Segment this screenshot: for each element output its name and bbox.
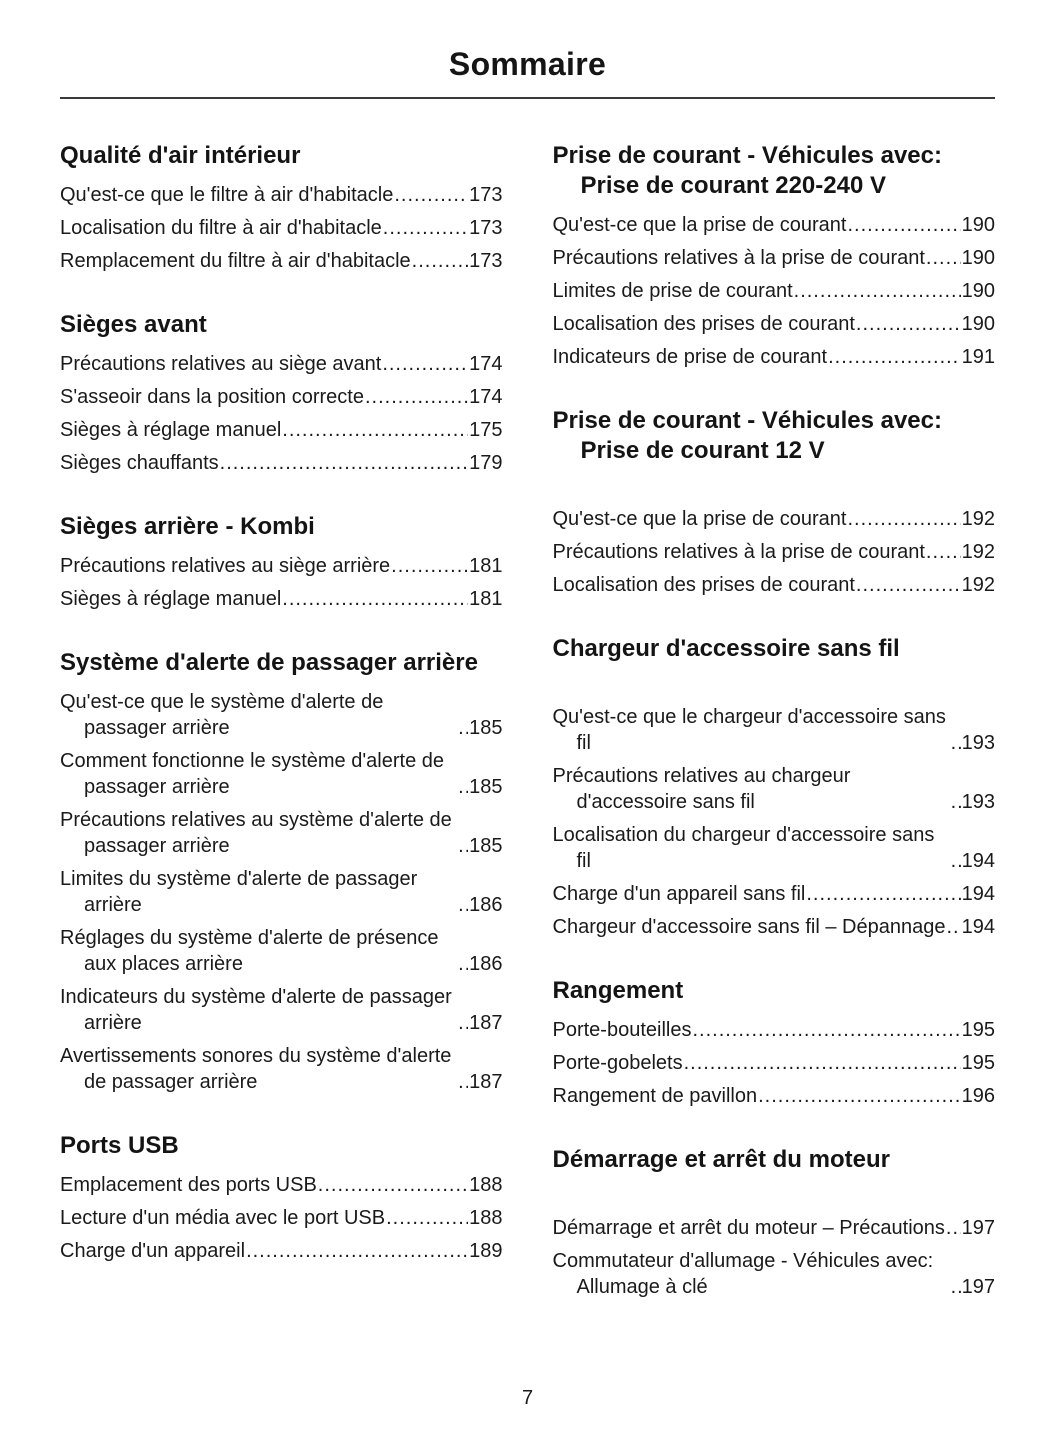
dot-leader	[382, 351, 468, 377]
entry-page-number: 195	[961, 1052, 995, 1074]
toc-entry[interactable]	[553, 763, 996, 815]
toc-entry[interactable]	[60, 417, 503, 443]
entry-page-number: 197	[961, 1217, 995, 1239]
dot-leader	[383, 215, 468, 241]
entry-title: Indicateurs de prise de courant	[552, 346, 828, 368]
dot-leader	[951, 789, 961, 815]
toc-entry[interactable]	[60, 248, 503, 274]
toc-entry[interactable]	[553, 311, 996, 337]
entry-page-number: 187	[469, 1012, 503, 1034]
entry-page-number: 194	[961, 916, 995, 938]
dot-leader	[847, 212, 960, 238]
toc-entry[interactable]	[60, 1205, 503, 1231]
section-entries	[60, 553, 503, 612]
toc-entry[interactable]	[553, 1050, 996, 1076]
dot-leader	[282, 586, 468, 612]
entry-page-number: 173	[469, 217, 503, 239]
entry-title: Charge d'un appareil sans fil	[552, 883, 806, 905]
toc-section	[60, 648, 503, 1095]
toc-entry[interactable]	[60, 215, 503, 241]
toc-entry[interactable]	[553, 822, 996, 874]
entry-title: Charge d'un appareil	[60, 1240, 246, 1262]
section-entries	[60, 351, 503, 476]
toc-section	[60, 141, 503, 274]
entry-title: Qu'est-ce que le système d'alerte de passager arrière	[60, 691, 384, 739]
dot-leader	[806, 881, 960, 907]
entry-title: Qu'est-ce que la prise de courant	[552, 508, 847, 530]
toc-entry[interactable]	[553, 1017, 996, 1043]
entry-title: Chargeur d'accessoire sans fil – Dépannage	[552, 916, 946, 938]
section-entries	[553, 1017, 996, 1109]
dot-leader	[692, 1017, 960, 1043]
entry-page-number: 185	[469, 835, 503, 857]
toc-section	[553, 1145, 996, 1300]
dot-leader	[951, 1274, 961, 1300]
section-heading: Système d'alerte de passager arrière	[60, 649, 478, 676]
section-entries	[60, 1172, 503, 1264]
dot-leader	[951, 730, 961, 756]
toc-entry[interactable]	[553, 572, 996, 598]
entry-title: Porte-gobelets	[552, 1052, 683, 1074]
dot-leader	[458, 833, 468, 859]
dot-leader	[458, 715, 468, 741]
dot-leader	[856, 572, 961, 598]
section-heading: Prise de courant - Véhicules avec: Prise de courant 220-240 V	[552, 142, 942, 199]
dot-leader	[926, 245, 961, 271]
toc-entry[interactable]	[60, 182, 503, 208]
entry-title: Indicateurs du système d'alerte de passager arrière	[60, 986, 452, 1034]
entry-page-number: 192	[961, 574, 995, 596]
entry-title: Lecture d'un média avec le port USB	[60, 1207, 386, 1229]
dot-leader	[946, 1215, 961, 1241]
dot-leader	[246, 1238, 468, 1264]
toc-columns	[60, 141, 995, 1336]
dot-leader	[684, 1050, 961, 1076]
entry-title: Remplacement du filtre à air d'habitacle	[60, 250, 411, 272]
dot-leader	[794, 278, 961, 304]
toc-section	[553, 406, 996, 598]
section-heading: Rangement	[552, 977, 684, 1004]
section-heading: Prise de courant - Véhicules avec: Prise de courant 12 V	[552, 407, 942, 464]
dot-leader	[458, 1010, 468, 1036]
toc-entry[interactable]	[60, 1238, 503, 1264]
entry-title: Qu'est-ce que le chargeur d'accessoire sans fil	[552, 706, 946, 754]
entry-page-number: 187	[469, 1071, 503, 1093]
toc-entry[interactable]	[553, 245, 996, 271]
toc-entry[interactable]	[553, 344, 996, 370]
entry-title: Qu'est-ce que la prise de courant	[552, 214, 847, 236]
entry-title: Sièges à réglage manuel	[60, 588, 282, 610]
toc-entry[interactable]	[60, 748, 503, 800]
entry-title: Précautions relatives au système d'alerte de passager arrière	[60, 809, 452, 857]
toc-entry[interactable]	[60, 689, 503, 741]
entry-page-number: 186	[469, 953, 503, 975]
page-number: 7	[521, 1387, 534, 1409]
entry-page-number: 193	[961, 791, 995, 813]
entry-title: Précautions relatives au siège arrière	[60, 555, 391, 577]
entry-title: Avertissements sonores du système d'alerte de passager arrière	[60, 1045, 452, 1093]
toc-entry[interactable]	[553, 278, 996, 304]
entry-page-number: 189	[469, 1240, 503, 1262]
entry-title: Localisation des prises de courant	[552, 574, 855, 596]
section-entries	[553, 212, 996, 370]
entry-title: Précautions relatives au siège avant	[60, 353, 382, 375]
dot-leader	[828, 344, 961, 370]
entry-title: Qu'est-ce que le filtre à air d'habitacle	[60, 184, 394, 206]
entry-page-number: 174	[469, 353, 503, 375]
entry-page-number: 186	[469, 894, 503, 916]
entry-title: Sièges à réglage manuel	[60, 419, 282, 441]
dot-leader	[946, 914, 960, 940]
entry-title: Limites de prise de courant	[552, 280, 793, 302]
dot-leader	[365, 384, 468, 410]
entry-page-number: 192	[961, 508, 995, 530]
entry-page-number: 173	[469, 184, 503, 206]
page-title: Sommaire	[448, 46, 607, 82]
entry-page-number: 191	[961, 346, 995, 368]
dot-leader	[458, 892, 468, 918]
entry-title: Comment fonctionne le système d'alerte de passager arrière	[60, 750, 445, 798]
entry-page-number: 185	[469, 717, 503, 739]
section-entries	[553, 1215, 996, 1300]
toc-entry[interactable]	[60, 586, 503, 612]
dot-leader	[412, 248, 468, 274]
toc-section	[553, 976, 996, 1109]
entry-title: Localisation des prises de courant	[552, 313, 855, 335]
toc-entry[interactable]	[553, 212, 996, 238]
entry-page-number: 197	[961, 1276, 995, 1298]
entry-title: Précautions relatives au chargeur d'accessoire sans fil	[552, 765, 851, 813]
dot-leader	[458, 951, 468, 977]
entry-page-number: 192	[961, 541, 995, 563]
toc-entry[interactable]	[60, 807, 503, 859]
toc-entry[interactable]	[553, 539, 996, 565]
entry-page-number: 188	[469, 1207, 503, 1229]
entry-title: Localisation du chargeur d'accessoire sans fil	[552, 824, 935, 872]
section-heading: Chargeur d'accessoire sans fil	[552, 635, 900, 662]
entry-title: Commutateur d'allumage - Véhicules avec: Allumage à clé	[552, 1250, 934, 1298]
toc-entry[interactable]	[553, 1248, 996, 1300]
toc-section	[553, 141, 996, 370]
entry-title: Rangement de pavillon	[552, 1085, 758, 1107]
toc-entry[interactable]	[60, 1043, 503, 1095]
header-divider	[60, 97, 995, 99]
entry-title: Emplacement des ports USB	[60, 1174, 317, 1196]
page-footer	[0, 1387, 1055, 1410]
toc-section	[60, 310, 503, 476]
entry-page-number: 185	[469, 776, 503, 798]
entry-page-number: 194	[961, 850, 995, 872]
entry-page-number: 190	[961, 280, 995, 302]
toc-entry[interactable]	[553, 1083, 996, 1109]
dot-leader	[220, 450, 468, 476]
dot-leader	[394, 182, 468, 208]
entry-title: Limites du système d'alerte de passager arrière	[60, 868, 418, 916]
toc-entry[interactable]	[60, 925, 503, 977]
entry-page-number: 188	[469, 1174, 503, 1196]
dot-leader	[856, 311, 961, 337]
section-entries	[60, 182, 503, 274]
section-heading: Sièges avant	[60, 311, 207, 338]
toc-column-right	[553, 141, 996, 1336]
dot-leader	[758, 1083, 961, 1109]
entry-title: Précautions relatives à la prise de courant	[552, 541, 925, 563]
entry-page-number: 195	[961, 1019, 995, 1041]
entry-page-number: 196	[961, 1085, 995, 1107]
entry-page-number: 179	[469, 452, 503, 474]
entry-page-number: 181	[469, 555, 503, 577]
entry-page-number: 175	[469, 419, 503, 441]
section-entries	[60, 689, 503, 1095]
entry-page-number: 174	[469, 386, 503, 408]
toc-entry[interactable]	[553, 506, 996, 532]
dot-leader	[318, 1172, 468, 1198]
entry-page-number: 190	[961, 313, 995, 335]
toc-entry[interactable]	[60, 984, 503, 1036]
dot-leader	[458, 1069, 468, 1095]
toc-entry[interactable]	[553, 704, 996, 756]
section-heading: Ports USB	[60, 1132, 179, 1159]
dot-leader	[282, 417, 468, 443]
section-heading: Démarrage et arrêt du moteur	[552, 1146, 890, 1173]
toc-entry[interactable]	[553, 914, 996, 940]
entry-page-number: 190	[961, 247, 995, 269]
entry-title: Réglages du système d'alerte de présence aux places arrière	[60, 927, 439, 975]
dot-leader	[951, 848, 961, 874]
toc-entry[interactable]	[60, 866, 503, 918]
entry-page-number: 193	[961, 732, 995, 754]
entry-page-number: 190	[961, 214, 995, 236]
section-entries	[553, 506, 996, 598]
toc-entry[interactable]	[60, 384, 503, 410]
entry-title: Localisation du filtre à air d'habitacle	[60, 217, 382, 239]
dot-leader	[926, 539, 961, 565]
entry-page-number: 173	[469, 250, 503, 272]
entry-title: Porte-bouteilles	[552, 1019, 692, 1041]
toc-section	[553, 634, 996, 940]
toc-section	[60, 512, 503, 612]
toc-entry[interactable]	[553, 1215, 996, 1241]
toc-entry[interactable]	[60, 351, 503, 377]
entry-title: Précautions relatives à la prise de courant	[552, 247, 925, 269]
section-heading: Qualité d'air intérieur	[60, 142, 301, 169]
entry-title: Sièges chauffants	[60, 452, 219, 474]
entry-page-number: 194	[961, 883, 995, 905]
section-entries	[553, 704, 996, 940]
section-heading: Sièges arrière - Kombi	[60, 513, 315, 540]
toc-section	[60, 1131, 503, 1264]
page-header	[60, 46, 995, 99]
entry-title: Démarrage et arrêt du moteur – Précautions	[552, 1217, 945, 1239]
toc-entry[interactable]	[60, 553, 503, 579]
dot-leader	[386, 1205, 468, 1231]
toc-column-left	[60, 141, 503, 1336]
dot-leader	[391, 553, 468, 579]
dot-leader	[458, 774, 468, 800]
entry-page-number: 181	[469, 588, 503, 610]
toc-entry[interactable]	[60, 1172, 503, 1198]
entry-title: S'asseoir dans la position correcte	[60, 386, 364, 408]
toc-entry[interactable]	[60, 450, 503, 476]
toc-entry[interactable]	[553, 881, 996, 907]
dot-leader	[847, 506, 960, 532]
